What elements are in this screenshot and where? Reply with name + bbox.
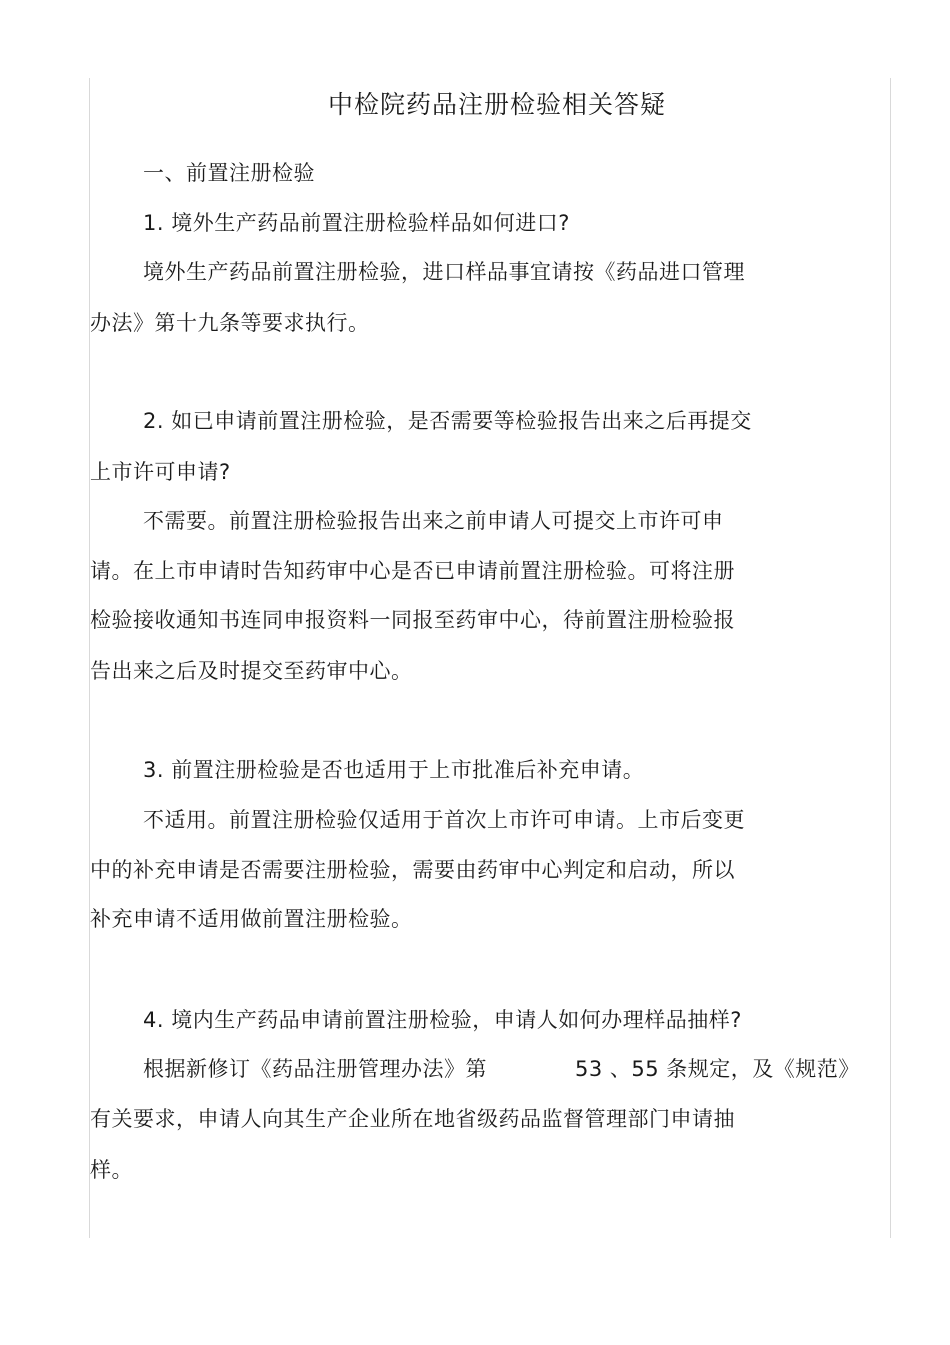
answer-2-line-3: 检验接收通知书连同申报资料一同报至药审中心，待前置注册检验报 bbox=[90, 608, 735, 632]
right-margin-rule bbox=[890, 78, 891, 1238]
answer-3-line-3: 补充申请不适用做前置注册检验。 bbox=[90, 907, 413, 931]
question-2-line-1: 2. 如已申请前置注册检验，是否需要等检验报告出来之后再提交 bbox=[143, 409, 752, 433]
question-1: 1. 境外生产药品前置注册检验样品如何进口? bbox=[143, 211, 570, 235]
question-3: 3. 前置注册检验是否也适用于上市批准后补充申请。 bbox=[143, 758, 645, 782]
answer-4-line-1-part-1: 根据新修订《药品注册管理办法》第 bbox=[143, 1057, 487, 1081]
answer-3-line-1: 不适用。前置注册检验仅适用于首次上市许可申请。上市后变更 bbox=[143, 808, 745, 832]
section-heading: 一、前置注册检验 bbox=[143, 161, 315, 185]
answer-1-line-1: 境外生产药品前置注册检验，进口样品事宜请按《药品进口管理 bbox=[143, 260, 745, 284]
question-2-line-2: 上市许可申请? bbox=[90, 460, 231, 484]
answer-4-line-3: 样。 bbox=[90, 1158, 133, 1182]
answer-2-line-4: 告出来之后及时提交至药审中心。 bbox=[90, 659, 413, 683]
question-4: 4. 境内生产药品申请前置注册检验，申请人如何办理样品抽样? bbox=[143, 1008, 742, 1032]
answer-3-line-2: 中的补充申请是否需要注册检验，需要由药审中心判定和启动，所以 bbox=[90, 858, 735, 882]
document-title: 中检院药品注册检验相关答疑 bbox=[328, 90, 667, 119]
answer-2-line-1: 不需要。前置注册检验报告出来之前申请人可提交上市许可申 bbox=[143, 509, 724, 533]
answer-1-line-2: 办法》第十九条等要求执行。 bbox=[90, 311, 370, 335]
answer-2-line-2: 请。在上市申请时告知药审中心是否已申请前置注册检验。可将注册 bbox=[90, 559, 735, 583]
answer-4-line-2: 有关要求，申请人向其生产企业所在地省级药品监督管理部门申请抽 bbox=[90, 1107, 735, 1131]
answer-4-line-1-part-2: 53 、55 条规定，及《规范》 bbox=[575, 1057, 860, 1081]
